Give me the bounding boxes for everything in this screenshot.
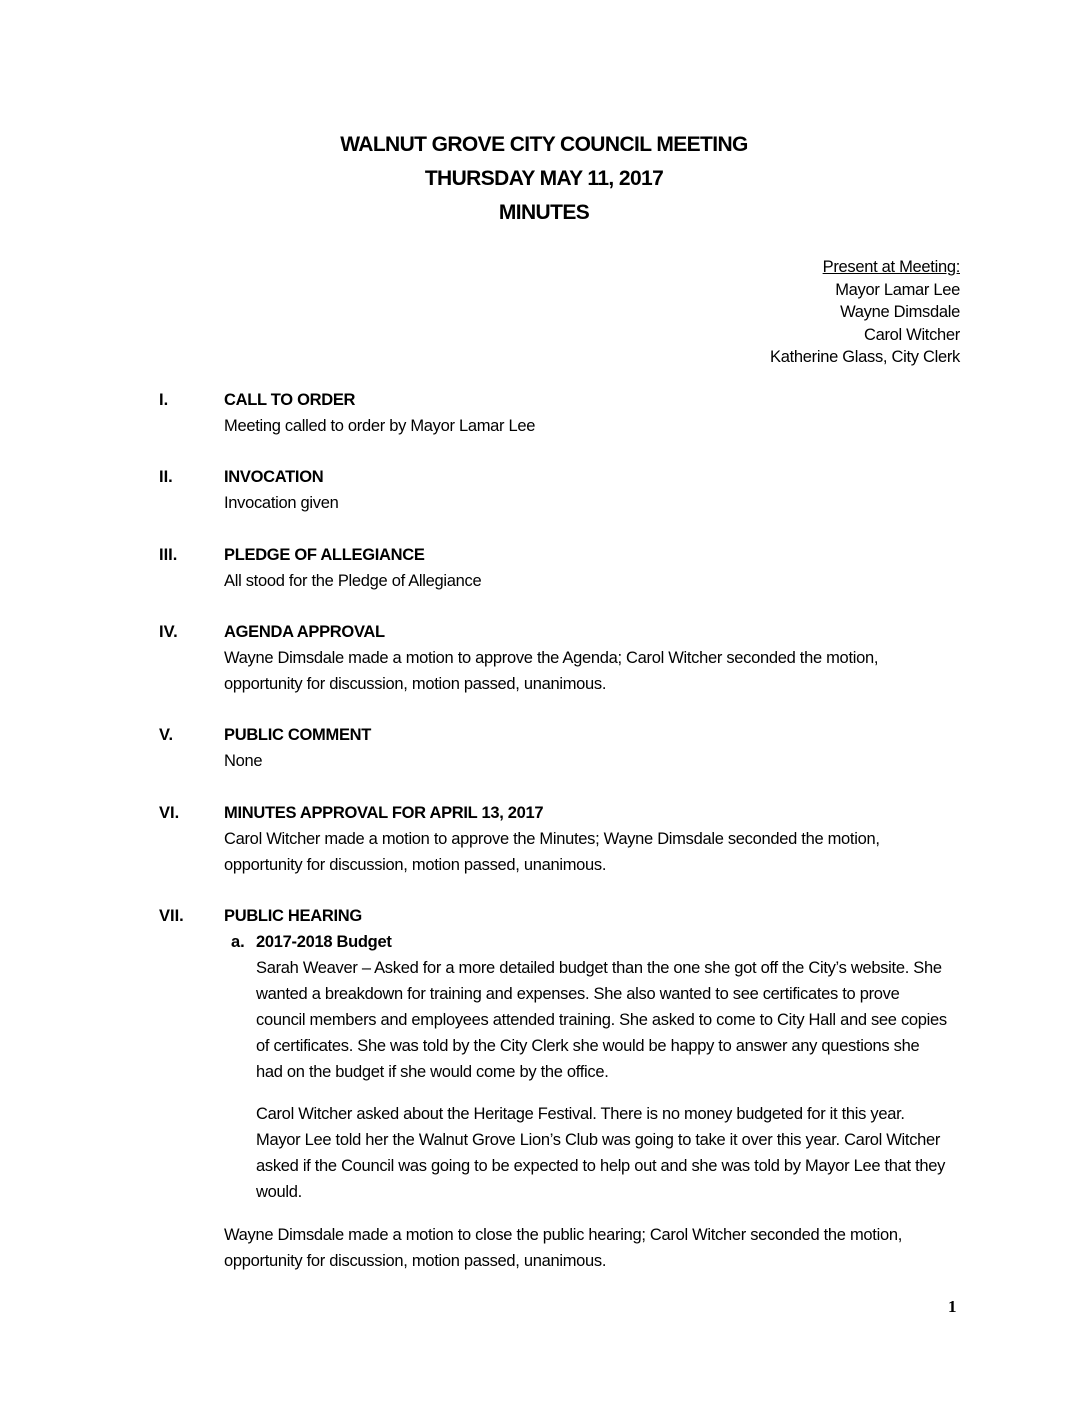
paragraph-line: Carol Witcher asked about the Heritage Festival. There is no money budgeted for it this year. xyxy=(256,1105,905,1123)
section-title: PLEDGE OF ALLEGIANCE xyxy=(224,546,425,564)
section-title: MINUTES APPROVAL FOR APRIL 13, 2017 xyxy=(224,804,544,822)
body-line: All stood for the Pledge of Allegiance xyxy=(224,572,482,590)
section-title: CALL TO ORDER xyxy=(224,391,356,409)
section-numeral: VII. xyxy=(159,907,184,925)
section-body xyxy=(224,826,924,878)
section-numeral: I. xyxy=(159,391,169,409)
body-line: Meeting called to order by Mayor Lamar Lee xyxy=(224,417,536,435)
paragraph-line: asked if the Council was going to be expected to help out and she was told by Mayor Lee that they xyxy=(256,1157,946,1175)
section-title: AGENDA APPROVAL xyxy=(224,623,385,641)
body-line: opportunity for discussion, motion passed, unanimous. xyxy=(224,675,607,693)
section-numeral: VI. xyxy=(159,804,180,822)
section-title: PUBLIC COMMENT xyxy=(224,726,372,744)
section-title: PUBLIC HEARING xyxy=(224,907,362,925)
subsection-marker: a. xyxy=(231,933,245,951)
body-line: Carol Witcher made a motion to approve the Minutes; Wayne Dimsdale seconded the motion, xyxy=(224,830,880,848)
body-line: None xyxy=(224,752,263,770)
hearing-paragraph-1 xyxy=(256,955,966,1085)
section-title: INVOCATION xyxy=(224,468,324,486)
body-line: opportunity for discussion, motion passed, unanimous. xyxy=(224,856,607,874)
section-numeral: V. xyxy=(159,726,174,744)
section-body xyxy=(224,413,924,439)
paragraph-line: Wayne Dimsdale made a motion to close the public hearing; Carol Witcher seconded the motion, xyxy=(224,1226,902,1244)
body-line: Wayne Dimsdale made a motion to approve the Agenda; Carol Witcher seconded the motion, xyxy=(224,649,879,667)
attendee: Wayne Dimsdale xyxy=(840,303,960,321)
subsection-title: 2017-2018 Budget xyxy=(256,933,392,951)
attendance-list xyxy=(770,256,960,369)
section-body xyxy=(224,568,924,594)
title-council-meeting: WALNUT GROVE CITY COUNCIL MEETING xyxy=(340,133,748,156)
section-body xyxy=(224,490,924,516)
paragraph-line: of certificates. She was told by the City Clerk she would be happy to answer any questions she xyxy=(256,1037,920,1055)
hearing-closing-motion xyxy=(224,1222,924,1274)
paragraph-line: would. xyxy=(256,1183,302,1201)
attendee: Carol Witcher xyxy=(863,325,960,344)
attendee: Mayor Lamar Lee xyxy=(835,280,960,299)
title-minutes: MINUTES xyxy=(498,201,590,224)
paragraph-line: opportunity for discussion, motion passed, unanimous. xyxy=(224,1252,607,1270)
title-meeting-date: THURSDAY MAY 11, 2017 xyxy=(424,167,664,190)
section-body xyxy=(224,645,924,697)
section-numeral: IV. xyxy=(159,623,178,641)
page-number: 1 xyxy=(948,1297,957,1316)
hearing-paragraph-2 xyxy=(256,1101,966,1205)
attendee: Katherine Glass, City Clerk xyxy=(770,348,960,366)
body-line: Invocation given xyxy=(224,494,339,512)
paragraph-line: council members and employees attended training. She asked to come to City Hall and see copies xyxy=(256,1011,947,1029)
section-numeral: II. xyxy=(159,468,173,486)
paragraph-line: Mayor Lee told her the Walnut Grove Lion’s Club was going to take it over this year. Carol Witcher xyxy=(256,1131,941,1149)
section-body xyxy=(224,748,924,774)
paragraph-line: wanted a breakdown for training and expenses. She also wanted to see certificates to prove xyxy=(256,985,900,1003)
attendance-heading: Present at Meeting: xyxy=(822,258,960,276)
document-title xyxy=(0,128,1088,230)
section-numeral: III. xyxy=(159,546,178,564)
paragraph-line: Sarah Weaver – Asked for a more detailed budget than the one she got off the City’s website. She xyxy=(256,959,942,977)
paragraph-line: had on the budget if she would come by the office. xyxy=(256,1063,609,1081)
